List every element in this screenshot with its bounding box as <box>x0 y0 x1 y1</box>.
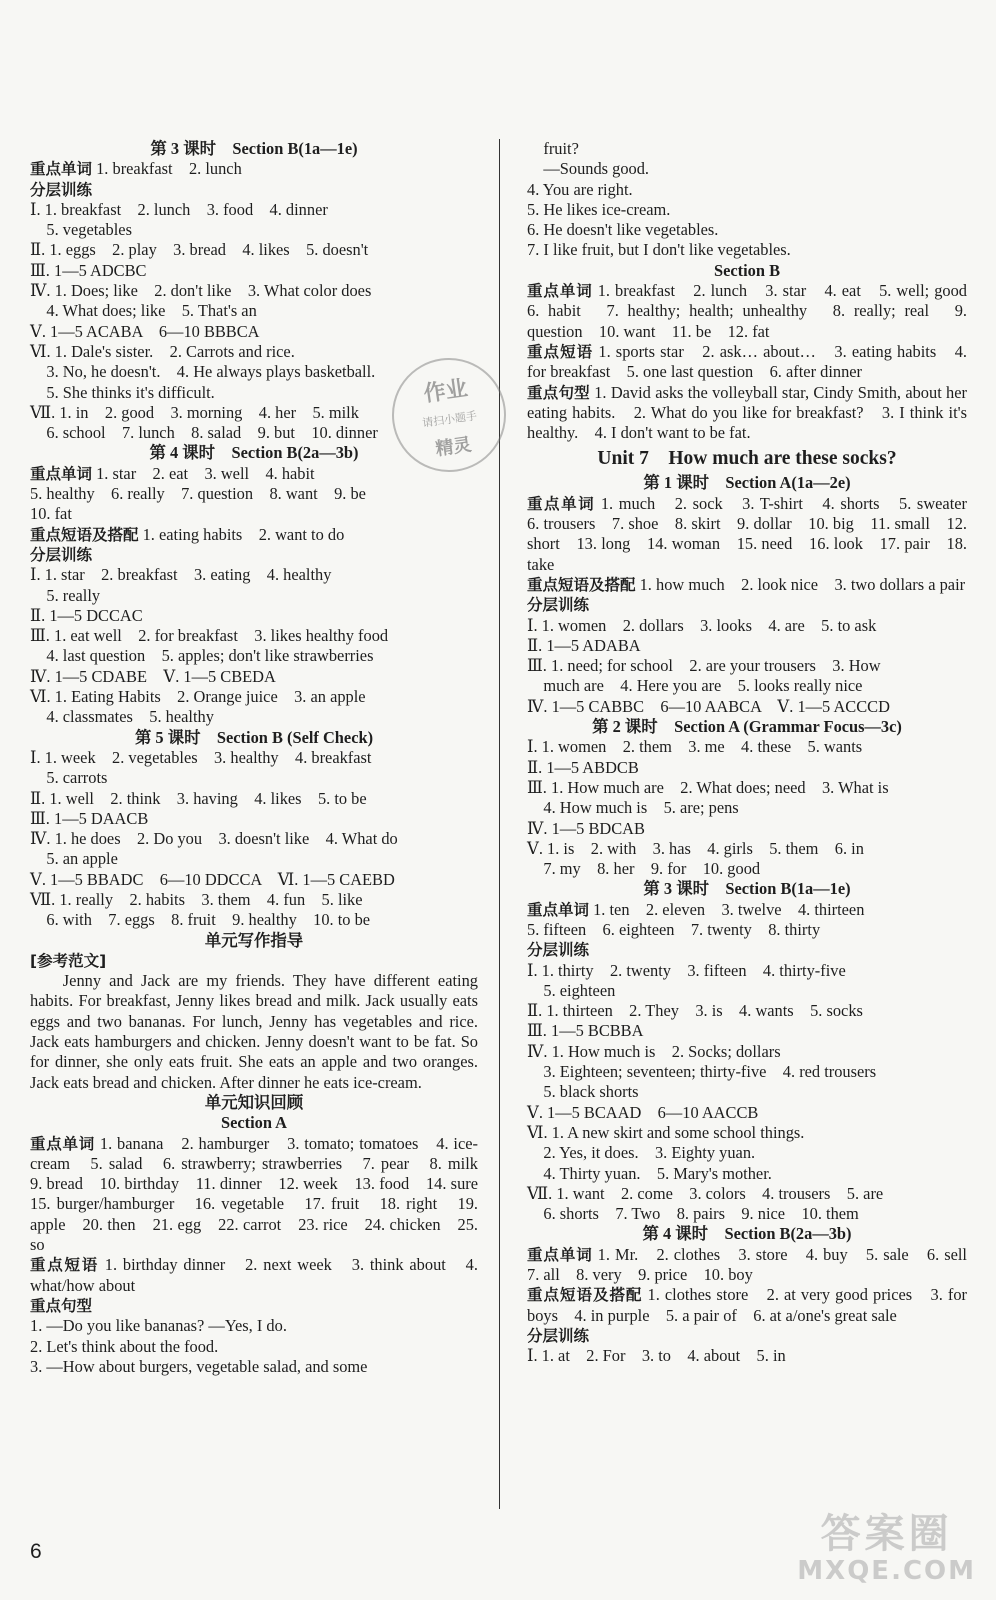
answer-line: Ⅶ. 1. want 2. come 3. colors 4. trousers 5. are <box>527 1183 884 1203</box>
section-label: 重点短语及搭配 <box>30 525 139 544</box>
answer-line: 5. healthy 6. really 7. question 8. want 9. be <box>30 484 366 504</box>
right-column <box>527 139 984 1367</box>
page-number: 6 <box>30 1540 42 1563</box>
answer-text: 1. banana 2. hamburger 3. tomato; tomatoes 4. ice-cream 5. salad 6. strawberry; strawberries 7. pear 8. milk 9. bread 10. birthday 11. dinner 12. week 13. food 14. sure 15. burger/hamburger 16. vegetable 17. fruit 18. right 19. apple 20. then 21. egg 22. carrot 23. rice 24. chicken 25. so <box>30 1133 495 1255</box>
section-label: 重点单词 <box>527 494 596 513</box>
section-label: 重点单词 <box>30 1134 96 1153</box>
answer-line: Ⅲ. 1—5 DAACB <box>30 808 149 828</box>
section-heading: Section B <box>713 260 781 280</box>
answer-line: 5. carrots <box>30 768 108 788</box>
section-heading: 第 1 课时 Section A(1a—2e) <box>643 473 851 493</box>
answer-line: Ⅰ. 1. at 2. For 3. to 4. about 5. in <box>527 1346 786 1366</box>
answer-line: 4. Thirty yuan. 5. Mary's mother. <box>527 1163 772 1183</box>
answer-line: Ⅵ. 1. Eating Habits 2. Orange juice 3. an apple <box>30 687 366 707</box>
answer-line: Ⅲ. 1. eat well 2. for breakfast 3. likes healthy food <box>30 626 389 646</box>
answer-line: Ⅰ. 1. women 2. dollars 3. looks 4. are 5. to ask <box>527 615 877 635</box>
section-label: 重点短语 <box>30 1256 99 1275</box>
sample-essay: Jenny and Jack are my friends. They have different eating habits. For breakfast, Jenny likes bread and milk. Jack usually eats eggs and two bananas. For lunch, Jenny has vegetables and rice. Jack eats hamburgers and chicken. Jenny doesn't want to be fat. So for dinner, she only eats fruit. She eats an apple and two oranges. Jack eats bread and chicken. After dinner he eats ice-cream. <box>30 971 478 1092</box>
answer-line: 5. really <box>30 585 101 605</box>
answer-line: Ⅱ. 1—5 ADABA <box>527 635 641 655</box>
section-label-row <box>527 1326 967 1346</box>
answer-line: Ⅳ. 1. How much is 2. Socks; dollars <box>527 1041 781 1061</box>
answer-line: 2. Yes, it does. 3. Eighty yuan. <box>527 1143 756 1163</box>
watermark-en: MXQE.COM <box>797 1556 976 1586</box>
section-label-row <box>527 595 967 615</box>
answer-line: 5. She thinks it's difficult. <box>30 382 215 402</box>
answer-line: Ⅳ. 1—5 CDABE Ⅴ. 1—5 CBEDA <box>30 666 276 686</box>
answer-line: Ⅳ. 1. he does 2. Do you 3. doesn't like 4. What do <box>30 829 398 849</box>
section-label: 分层训练 <box>30 180 93 199</box>
section-label: 重点句型 <box>527 383 590 402</box>
answer-line: Ⅴ. 1—5 BBADC 6—10 DDCCA Ⅵ. 1—5 CAEBD <box>30 869 395 889</box>
section-label-row <box>30 545 478 565</box>
answer-line: 3. —How about burgers, vegetable salad, and some <box>30 1356 368 1376</box>
answer-text: 1. breakfast 2. lunch <box>92 159 242 179</box>
labeled-row <box>527 281 984 342</box>
answer-line: Ⅳ. 1—5 BDCAB <box>527 818 645 838</box>
answer-line: 4. last question 5. apples; don't like strawberries <box>30 646 374 666</box>
watermark-cn: 答案圈 <box>820 1511 953 1557</box>
answer-line: Ⅳ. 1. Does; like 2. don't like 3. What color does <box>30 281 372 301</box>
answer-line: 4. What does; like 5. That's an <box>30 301 257 321</box>
labeled-row <box>30 1255 478 1296</box>
answer-line: 6. shorts 7. Two 8. pairs 9. nice 10. them <box>527 1204 859 1224</box>
answer-line: 6. with 7. eggs 8. fruit 9. healthy 10. to be <box>30 910 371 930</box>
answer-text: 1. much 2. sock 3. T-shirt 4. shorts 5. sweater 6. trousers 7. shoe 8. skirt 9. dollar 10. big 11. small 12. short 13. long 14. woman 15. need 16. look 17. pair 18. take <box>527 493 984 574</box>
labeled-row <box>527 493 984 575</box>
answer-line: —Sounds good. <box>527 159 650 179</box>
answer-text: 1. eating habits 2. want to do <box>138 524 345 544</box>
section-label-row <box>527 940 967 960</box>
answer-text: 1. Mr. 2. clothes 3. store 4. buy 5. sale 6. sell 7. all 8. very 9. price 10. boy <box>527 1244 984 1285</box>
answer-line: Ⅱ. 1. thirteen 2. They 3. is 4. wants 5. socks <box>527 1001 863 1021</box>
labeled-row <box>527 1244 984 1286</box>
answer-line: 5. vegetables <box>30 220 132 240</box>
watermark-logo <box>797 1512 976 1586</box>
answer-line: 7. I like fruit, but I don't like vegetables. <box>527 240 791 260</box>
answer-line: 5. eighteen <box>527 980 616 1000</box>
section-label: 重点单词 <box>527 282 593 301</box>
labeled-row <box>527 900 967 920</box>
section-heading: 第 3 课时 Section B(1a—1e) <box>150 139 358 158</box>
answer-text: 1. how much 2. look nice 3. two dollars a pair <box>635 574 966 594</box>
section-heading: 单元写作指导 <box>204 930 304 950</box>
section-label: 重点短语及搭配 <box>527 1286 643 1305</box>
section-label: 重点单词 <box>527 900 590 919</box>
labeled-row <box>30 525 478 545</box>
answer-line: Ⅲ. 1. need; for school 2. are your trousers 3. How <box>527 656 881 676</box>
labeled-row <box>527 575 967 595</box>
section-heading: Section A <box>220 1113 288 1133</box>
answer-line: much are 4. Here you are 5. looks really nice <box>527 676 863 696</box>
answer-line: 7. my 8. her 9. for 10. good <box>527 859 761 879</box>
answer-text: 1. David asks the volleyball star, Cindy Smith, about her eating habits. 2. What do you like for breakfast? 3. I think it's healthy. 4. I don't want to be fat. <box>527 382 967 443</box>
section-label: 分层训练 <box>527 941 590 960</box>
labeled-row <box>527 1285 967 1326</box>
answer-line: Ⅴ. 1—5 BCAAD 6—10 AACCB <box>527 1102 759 1122</box>
answer-line: Ⅶ. 1. really 2. habits 3. them 4. fun 5. like <box>30 889 363 909</box>
section-label: 重点短语 <box>527 342 594 361</box>
stamp-middle-text: 请扫小题手 <box>421 409 478 430</box>
labeled-row <box>527 383 967 444</box>
labeled-row <box>527 342 967 383</box>
answer-line: Ⅲ. 1—5 BCBBA <box>527 1021 644 1041</box>
answer-line: 6. He doesn't like vegetables. <box>527 220 719 240</box>
answer-line: fruit? <box>527 139 579 158</box>
answer-line: 10. fat <box>30 504 72 524</box>
section-heading: 第 2 课时 Section A (Grammar Focus—3c) <box>592 717 902 737</box>
answer-line: Ⅲ. 1. How much are 2. What does; need 3. What is <box>527 777 889 797</box>
section-label: 分层训练 <box>527 596 590 615</box>
section-label: 重点单词 <box>30 464 93 483</box>
section-label-row <box>30 180 478 200</box>
labeled-row <box>30 1133 495 1256</box>
answer-text: 1. clothes store 2. at very good prices 3. for boys 4. in purple 5. a pair of 6. at a/one's great sale <box>527 1285 967 1325</box>
answer-line: Ⅱ. 1—5 ABDCB <box>527 757 639 777</box>
labeled-row <box>30 464 478 484</box>
column-divider <box>499 139 500 1509</box>
section-heading: 第 3 课时 Section B(1a—1e) <box>643 879 851 899</box>
answer-text: 1. sports star 2. ask… about… 3. eating habits 4. for breakfast 5. one last question 6. after dinner <box>527 341 967 382</box>
answer-line: 4. classmates 5. healthy <box>30 707 214 727</box>
answer-line: Ⅳ. 1—5 CABBC 6—10 AABCA Ⅴ. 1—5 ACCCD <box>527 696 890 716</box>
answer-text: 1. ten 2. eleven 3. twelve 4. thirteen <box>589 899 865 919</box>
section-label-row <box>30 1296 478 1316</box>
answer-line: Ⅰ. 1. thirty 2. twenty 3. fifteen 4. thirty-five <box>527 960 846 980</box>
section-label-row <box>30 951 478 971</box>
answer-line: Ⅰ. 1. week 2. vegetables 3. healthy 4. breakfast <box>30 747 372 767</box>
answer-line: 3. Eighteen; seventeen; thirty-five 4. red trousers <box>527 1062 877 1082</box>
answer-line: 4. How much is 5. are; pens <box>527 798 739 818</box>
answer-line: Ⅴ. 1—5 ACABA 6—10 BBBCA <box>30 321 260 341</box>
answer-line: 1. —Do you like bananas? —Yes, I do. <box>30 1316 287 1336</box>
section-label: 分层训练 <box>30 545 93 564</box>
answer-line: 4. You are right. <box>527 179 633 199</box>
answer-text: 1. breakfast 2. lunch 3. star 4. eat 5. well; good 6. habit 7. healthy; health; unhealthy 8. really; real 9. question 10. want 11. be 12. fat <box>527 281 984 341</box>
unit-title: Unit 7 How much are these socks? <box>597 448 897 470</box>
answer-line: 5. an apple <box>30 849 118 869</box>
answer-line: Ⅴ. 1. is 2. with 3. has 4. girls 5. them 6. in <box>527 838 864 858</box>
answer-line: Ⅵ. 1. Dale's sister. 2. Carrots and rice. <box>30 341 295 361</box>
left-column <box>30 139 495 1377</box>
answer-line: Ⅰ. 1. women 2. them 3. me 4. these 5. wants <box>527 737 863 757</box>
section-label: 重点短语及搭配 <box>527 575 636 594</box>
section-label: 重点句型 <box>30 1296 93 1315</box>
section-heading: 第 5 课时 Section B (Self Check) <box>134 727 374 747</box>
answer-line: Ⅱ. 1. well 2. think 3. having 4. likes 5. to be <box>30 788 367 808</box>
answer-line: Ⅰ. 1. star 2. breakfast 3. eating 4. healthy <box>30 565 332 585</box>
answer-line: Ⅶ. 1. in 2. good 3. morning 4. her 5. milk <box>30 402 359 422</box>
section-label: 重点单词 <box>527 1245 593 1264</box>
section-label: 重点单词 <box>30 160 93 179</box>
answer-line: Ⅲ. 1—5 ADCBC <box>30 260 147 280</box>
answer-line: Ⅱ. 1. eggs 2. play 3. bread 4. likes 5. doesn't <box>30 240 369 260</box>
answer-line: 5. black shorts <box>527 1082 639 1102</box>
answer-line: 5. He likes ice-cream. <box>527 199 671 219</box>
section-heading: 单元知识回顾 <box>204 1092 304 1112</box>
answer-line: 6. school 7. lunch 8. salad 9. but 10. dinner <box>30 423 378 443</box>
answer-line: 3. No, he doesn't. 4. He always plays basketball. <box>30 362 376 382</box>
answer-line: Ⅱ. 1—5 DCCAC <box>30 605 143 625</box>
answer-line: 2. Let's think about the food. <box>30 1336 219 1356</box>
section-label: [参考范文] <box>30 951 107 970</box>
section-heading: 第 4 课时 Section B(2a—3b) <box>642 1224 852 1244</box>
answer-line: Ⅵ. 1. A new skirt and some school things. <box>527 1122 805 1142</box>
answer-text: 1. star 2. eat 3. well 4. habit <box>92 463 315 483</box>
section-label: 分层训练 <box>527 1326 590 1345</box>
answer-line: 5. fifteen 6. eighteen 7. twenty 8. thirty <box>527 919 821 939</box>
stamp-top-text: 作业 <box>422 376 470 408</box>
answer-line: Ⅰ. 1. breakfast 2. lunch 3. food 4. dinner <box>30 199 328 219</box>
section-heading: 第 4 课时 Section B(2a—3b) <box>149 443 359 463</box>
labeled-row <box>30 159 478 179</box>
stamp-bottom-text: 精灵 <box>434 434 473 461</box>
answer-text: 1. birthday dinner 2. next week 3. think about 4. what/how about <box>30 1255 478 1295</box>
